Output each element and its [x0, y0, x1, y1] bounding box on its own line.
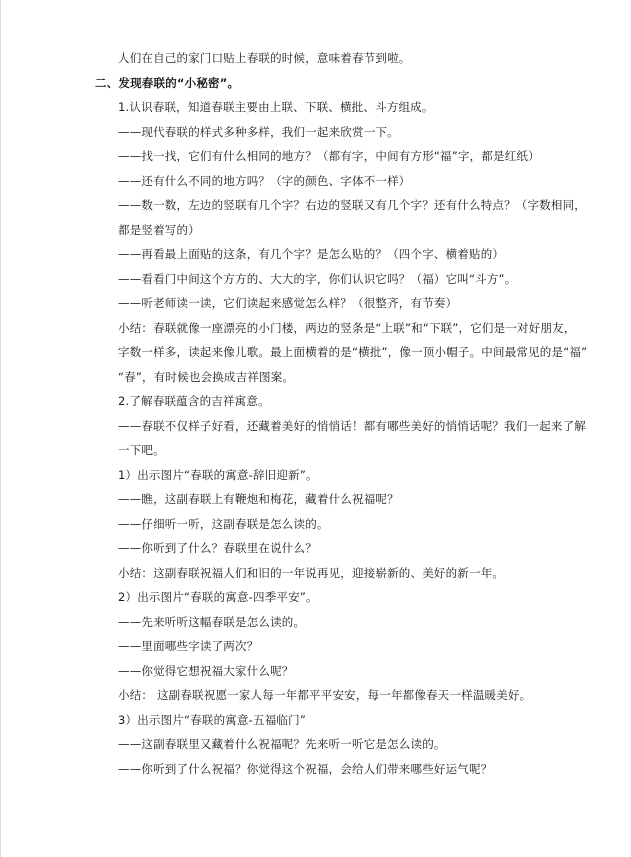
list-item-heading: 1）出示图片“春联的寓意-辞旧迎新”。 [118, 468, 318, 482]
list-item-heading: 2）出示图片“春联的寓意-四季平安”。 [118, 590, 318, 604]
list-item-heading: 3）出示图片“春联的寓意-五福临门” [118, 713, 306, 727]
summary-line: 小结： 这副春联祝愿一家人每一年都平平安安，每一年都像春天一样温暖美好。 [118, 688, 532, 702]
summary-line: 小结：这副春联祝福人们和旧的一年说再见，迎接崭新的、美好的新一年。 [118, 566, 505, 580]
paragraph-line: ——还有什么不同的地方吗？（字的颜色、字体不一样） [118, 174, 411, 188]
paragraph-line: ——仔细听一听，这副春联是怎么读的。 [118, 517, 329, 531]
paragraph-line: ——现代春联的样式多种多样，我们一起来欣赏一下。 [118, 125, 399, 139]
paragraph-line: ——数一数，左边的竖联有几个字？右边的竖联又有几个字？还有什么特点？（字数相同， [118, 198, 586, 212]
paragraph-line: ——再看最上面贴的这条，有几个字？是怎么贴的？（四个字、横着贴的） [118, 247, 505, 261]
paragraph-line: 都是竖着写的） [118, 223, 200, 237]
summary-line: 字数一样多，读起来像儿歌。最上面横着的是“横批”，像一顶小帽子。中间最常见的是“福” [118, 345, 588, 359]
summary-line: “春”，有时候也会换成吉祥图案。 [118, 370, 295, 384]
paragraph-line: ——找一找，它们有什么相同的地方？（都有字，中间有方形“福”字，都是红纸） [118, 149, 540, 163]
paragraph-line: ——听老师读一读，它们读起来感觉怎么样？（很整齐，有节奏） [118, 296, 458, 310]
section-heading: 二、发现春联的“小秘密”。 [95, 76, 240, 90]
paragraph-line: 人们在自己的家门口贴上春联的时候，意味着春节到啦。 [118, 51, 411, 65]
paragraph-line: ——看看门中间这个方方的、大大的字，你们认识它吗？（福）它叫“斗方”。 [118, 272, 517, 286]
summary-line: 小结：春联就像一座漂亮的小门楼，两边的竖条是“上联”和“下联”，它们是一对好朋友， [118, 321, 576, 335]
subsection-heading: 2.了解春联蕴含的吉祥寓意。 [118, 394, 270, 408]
paragraph-line: ——瞧，这副春联上有鞭炮和梅花，藏着什么祝福呢？ [118, 492, 399, 506]
paragraph-line: ——先来听听这幅春联是怎么读的。 [118, 615, 306, 629]
paragraph-line: ——你听到了什么祝福？你觉得这个祝福，会给人们带来哪些好运气呢？ [118, 762, 493, 776]
paragraph-line: ——里面哪些字读了两次？ [118, 639, 259, 653]
subsection-heading: 1.认识春联，知道春联主要由上联、下联、横批、斗方组成。 [118, 100, 434, 114]
paragraph-line: ——这副春联里又藏着什么祝福呢？先来听一听它是怎么读的。 [118, 737, 446, 751]
paragraph-line: ——春联不仅样子好看，还藏着美好的悄悄话！都有哪些美好的悄悄话呢？我们一起来了解 [118, 419, 586, 433]
paragraph-line: ——你觉得它想祝福大家什么呢？ [118, 664, 294, 678]
paragraph-line: ——你听到了什么？春联里在说什么？ [118, 541, 317, 555]
paragraph-line: 一下吧。 [118, 443, 165, 457]
